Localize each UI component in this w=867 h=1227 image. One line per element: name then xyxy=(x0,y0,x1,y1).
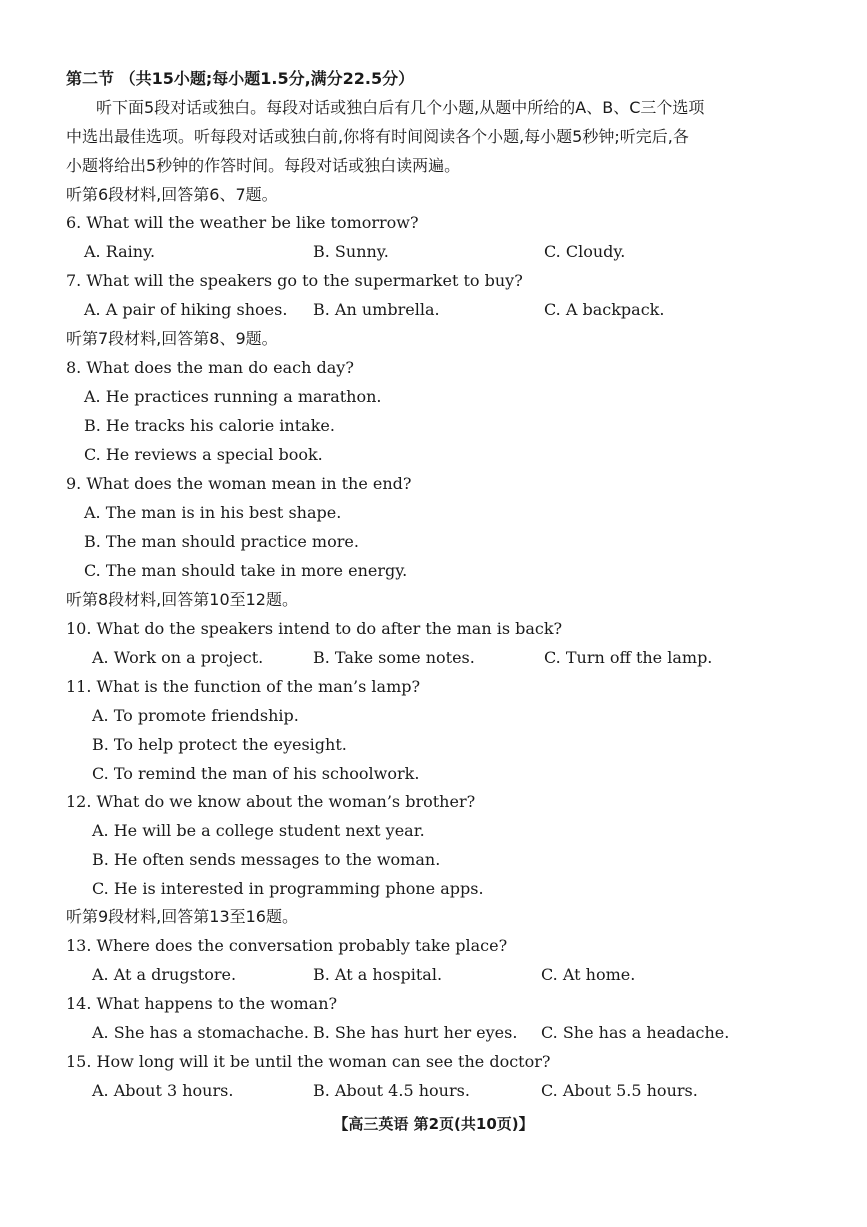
question-15-option-c: C. About 5.5 hours. xyxy=(541,1081,698,1100)
question-13-stem: 13. Where does the conversation probably take place? xyxy=(66,936,508,955)
question-10-stem: 10. What do the speakers intend to do after the man is back? xyxy=(66,619,563,638)
question-6-option-b: B. Sunny. xyxy=(313,242,389,261)
question-10-option-c: C. Turn off the lamp. xyxy=(544,648,713,667)
material-heading-7: 听第7段材料,回答第8、9题。 xyxy=(66,329,278,348)
question-12-option-c: C. He is interested in programming phone apps. xyxy=(92,879,484,898)
question-9-stem: 9. What does the woman mean in the end? xyxy=(66,474,412,493)
question-9-option-b: B. The man should practice more. xyxy=(84,532,359,551)
question-9-option-a: A. The man is in his best shape. xyxy=(84,503,342,522)
question-13-option-c: C. At home. xyxy=(541,965,636,984)
question-12-option-a: A. He will be a college student next year. xyxy=(92,821,425,840)
question-14-option-a: A. She has a stomachache. xyxy=(92,1023,309,1042)
question-10-option-a: A. Work on a project. xyxy=(92,648,264,667)
question-8-option-a: A. He practices running a marathon. xyxy=(84,387,382,406)
question-12-stem: 12. What do we know about the woman’s brother? xyxy=(66,792,476,811)
instruction-line-3: 小题将给出5秒钟的作答时间。每段对话或独白读两遍。 xyxy=(66,156,461,175)
question-7-option-b: B. An umbrella. xyxy=(313,300,440,319)
question-8-option-c: C. He reviews a special book. xyxy=(84,445,323,464)
question-7-stem: 7. What will the speakers go to the supermarket to buy? xyxy=(66,271,523,290)
question-6-option-c: C. Cloudy. xyxy=(544,242,626,261)
question-7-option-c: C. A backpack. xyxy=(544,300,665,319)
material-heading-8: 听第8段材料,回答第10至12题。 xyxy=(66,590,298,609)
question-11-option-c: C. To remind the man of his schoolwork. xyxy=(92,764,420,783)
question-11-option-b: B. To help protect the eyesight. xyxy=(92,735,347,754)
question-14-option-b: B. She has hurt her eyes. xyxy=(313,1023,518,1042)
question-11-option-a: A. To promote friendship. xyxy=(92,706,299,725)
question-14-stem: 14. What happens to the woman? xyxy=(66,994,338,1013)
question-9-option-c: C. The man should take in more energy. xyxy=(84,561,408,580)
question-13-option-a: A. At a drugstore. xyxy=(92,965,237,984)
question-8-stem: 8. What does the man do each day? xyxy=(66,358,354,377)
question-14-option-c: C. She has a headache. xyxy=(541,1023,730,1042)
question-8-option-b: B. He tracks his calorie intake. xyxy=(84,416,335,435)
instruction-line-1: 听下面5段对话或独白。每段对话或独白后有几个小题,从题中所给的A、B、C三个选项 xyxy=(96,98,705,117)
question-6-option-a: A. Rainy. xyxy=(84,242,156,261)
material-heading-6: 听第6段材料,回答第6、7题。 xyxy=(66,185,278,204)
instruction-line-2: 中选出最佳选项。听每段对话或独白前,你将有时间阅读各个小题,每小题5秒钟;听完后,各 xyxy=(66,127,689,146)
question-15-stem: 15. How long will it be until the woman can see the doctor? xyxy=(66,1052,551,1071)
question-11-stem: 11. What is the function of the man’s lamp? xyxy=(66,677,421,696)
question-13-option-b: B. At a hospital. xyxy=(313,965,443,984)
material-heading-9: 听第9段材料,回答第13至16题。 xyxy=(66,907,298,926)
question-10-option-b: B. Take some notes. xyxy=(313,648,475,667)
question-6-stem: 6. What will the weather be like tomorrow? xyxy=(66,213,419,232)
section-header: 第二节 （共15小题;每小题1.5分,满分22.5分） xyxy=(66,69,415,88)
question-12-option-b: B. He often sends messages to the woman. xyxy=(92,850,441,869)
question-7-option-a: A. A pair of hiking shoes. xyxy=(84,300,288,319)
question-15-option-a: A. About 3 hours. xyxy=(92,1081,234,1100)
page-footer: 【高三英语 第2页(共10页)】 xyxy=(333,1115,534,1133)
question-15-option-b: B. About 4.5 hours. xyxy=(313,1081,470,1100)
